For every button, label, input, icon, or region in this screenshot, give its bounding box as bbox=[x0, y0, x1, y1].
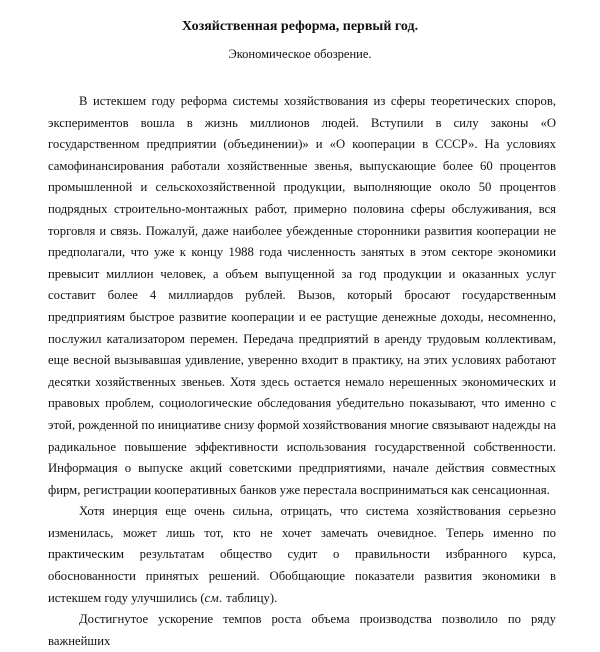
paragraph-2-text: Хотя инерция еще очень сильна, отрицать, что система хозяйствования серьезно изменилась, может лишь тот, кто не хочет замечать очевидное. Теперь именно по практическим результатам общество судит о правильности избранного курса, обоснованности принятых решений. Обобщающие показатели развития экономики в истекшем году улучшились bbox=[48, 504, 556, 605]
table-reference: (см. таблицу). bbox=[200, 590, 278, 605]
document-title: Хозяйственная реформа, первый год. bbox=[181, 19, 419, 34]
paragraph-2 bbox=[48, 501, 556, 609]
paragraph-1: В истекшем году реформа системы хозяйствования из сферы теоретических споров, экспериментов вошла в жизнь миллионов людей. Вступили в силу законы «О государственном предприятии (объединении)» и «О кооперации в СССР». На условиях самофинансирования работали хозяйственные звенья, выпускающие более 60 процентов промышленной и сельскохозяйственной продукции, выполняющие около 50 процентов подрядных строительно-монтажных работ, примерно половина сферы обслуживания, вся торговля и связь. Пожалуй, даже наиболее убежденные сторонники развития кооперации не предполагали, что уже к концу 1988 года численность занятых в этом секторе экономики превысит миллион человек, а объем выпущенной за год продукции и оказанных услуг составит более 4 миллиардов рублей. Вызов, который бросают государственным предприятиям быстрое развитие кооперации и ее растущие денежные доходы, несомненно, послужил катализатором перемен. Передача предприятий в аренду трудовым коллективам, еще весной вызывавшая удивление, уверенно входит в практику, на этих условиях работают десятки хозяйственных звеньев. Хотя здесь остается немало нерешенных экономических и правовых проблем, социологические обследования убедительно показывают, что именно с этой, рожденной по инициативе снизу формой хозяйствования многие связывают надежды на радикальное повышение эффективности использования государственной собственности. Информация о выпуске акций советскими предприятиями, начале действия совместных фирм, регистрации кооперативных банков уже перестала восприниматься как сенсационная. bbox=[48, 94, 556, 497]
paragraph-3: Достигнутое ускорение темпов роста объема производства позволило по ряду важнейших bbox=[48, 612, 556, 648]
document-body bbox=[48, 91, 556, 652]
document-subtitle: Экономическое обозрение. bbox=[228, 47, 372, 61]
table-reference-see: см. bbox=[204, 590, 223, 605]
table-reference-table: таблицу). bbox=[226, 590, 278, 605]
